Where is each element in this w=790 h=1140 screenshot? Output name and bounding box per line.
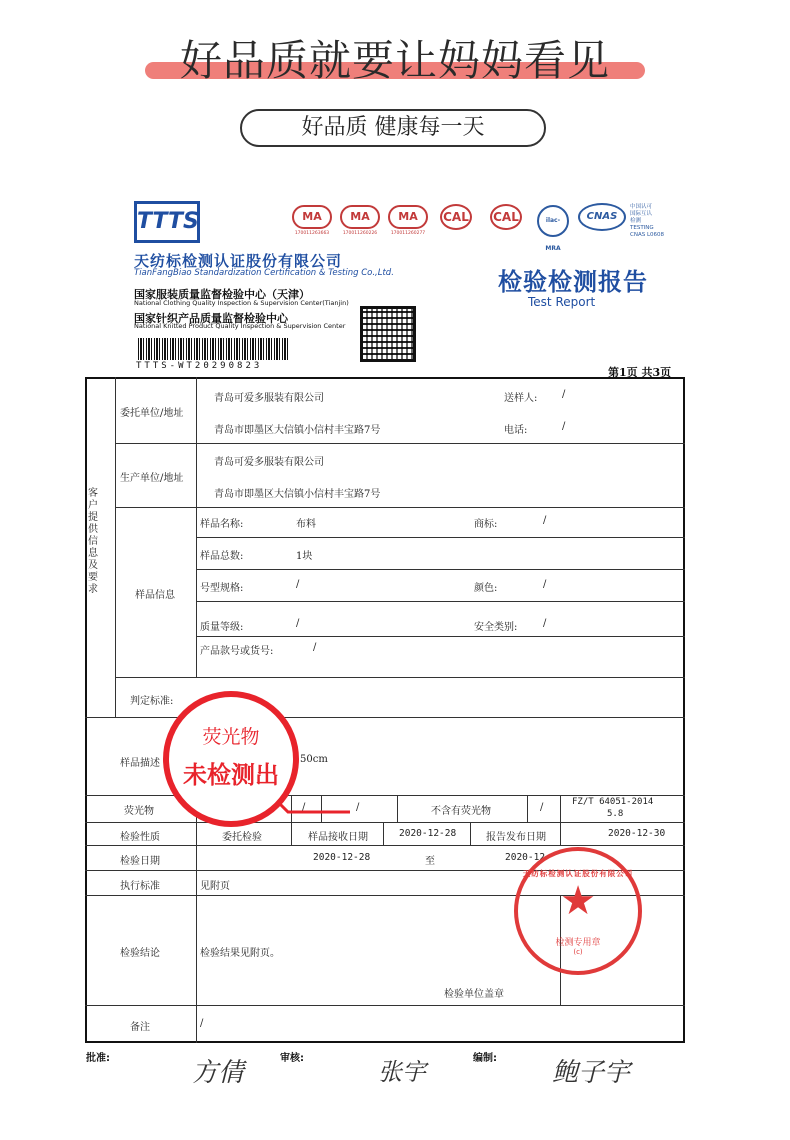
model-label: 号型规格:	[200, 583, 244, 594]
grade-value: /	[296, 618, 300, 629]
phone-label: 电话:	[504, 425, 528, 436]
callout-line2: 未检测出	[183, 761, 279, 789]
sample-name-label: 样品名称:	[200, 519, 244, 530]
ma-number: 170011260226	[342, 231, 378, 236]
test-date-end: 2020-12-	[505, 852, 551, 863]
safety-label: 安全类别:	[474, 622, 518, 633]
style-label: 产品款号或货号:	[200, 646, 274, 657]
ma-number: 170011260277	[390, 231, 426, 236]
phone-value: /	[562, 421, 566, 432]
cal-mark-icon: CAL	[490, 204, 522, 230]
nature-value: 委托检验	[222, 832, 262, 843]
test-date-to: 至	[425, 856, 435, 867]
seal-code: (c)	[573, 948, 583, 956]
review-signature: 张宇	[378, 1058, 426, 1086]
brand-label: 商标:	[474, 519, 498, 530]
brand-value: /	[543, 515, 547, 526]
seal-company-text: 天纺标检测认证股份有限公司	[522, 869, 634, 878]
nature-label: 检验性质	[120, 832, 160, 843]
sample-info-label: 样品信息	[135, 590, 175, 601]
color-label: 颜色:	[474, 583, 498, 594]
test-date-start: 2020-12-28	[313, 852, 371, 863]
seal-purpose: 检测专用章	[555, 938, 601, 948]
receive-label: 样品接收日期	[308, 832, 368, 843]
conclusion-value: 检验结果见附页。	[200, 948, 280, 959]
issue-date: 2020-12-30	[608, 828, 666, 839]
cal-mark-icon: CAL	[440, 204, 472, 230]
fluor-standard-clause: 5.8	[607, 809, 624, 819]
issue-label: 报告发布日期	[486, 832, 546, 843]
prepare-label: 编制:	[473, 1053, 497, 1064]
page-number: 第1页 共3页	[608, 366, 672, 379]
stamp-label: 检验单位盖章	[444, 989, 504, 1000]
conclusion-label: 检验结论	[120, 948, 160, 959]
standard-value: 见附页	[200, 881, 230, 892]
section-label-vertical: 客户提供信息及要求	[88, 488, 98, 595]
approve-signature: 方倩	[192, 1058, 245, 1088]
ma-number: 170011263663	[294, 231, 330, 236]
fluor-result: 不含有荧光物	[431, 806, 491, 817]
sample-desc-label: 样品描述	[120, 758, 160, 769]
fluor-slash: /	[356, 802, 360, 813]
sender-value: /	[562, 389, 566, 400]
remarks-value: /	[200, 1018, 204, 1029]
ma-mark-icon: MA	[340, 205, 380, 229]
sample-desc-tail: 50cm	[300, 754, 328, 765]
fluor-standard: FZ/T 64051-2014	[572, 797, 654, 807]
page-title: 好品质就要让妈妈看见	[179, 36, 610, 85]
color-value: /	[543, 579, 547, 590]
center2-name-cn: 国家针织产品质量监督检验中心	[134, 312, 288, 325]
ma-mark-icon: MA	[388, 205, 428, 229]
company-name-cn: 天纺标检测认证股份有限公司	[134, 252, 343, 270]
center1-name-en: National Clothing Quality Inspection & Supervision Center(Tianjin)	[134, 299, 349, 307]
client-address: 青岛市即墨区大信镇小信村丰宝路7号	[214, 425, 381, 436]
test-date-label: 检验日期	[120, 856, 160, 867]
client-label: 委托单位/地址	[120, 408, 184, 419]
producer-label: 生产单位/地址	[120, 473, 184, 484]
producer-name: 青岛可爱多服装有限公司	[214, 457, 324, 468]
fluor-label: 荧光物	[124, 806, 154, 817]
model-value: /	[296, 579, 300, 590]
fluor-slash: /	[302, 802, 306, 813]
grade-label: 质量等级:	[200, 622, 244, 633]
sender-label: 送样人:	[504, 393, 538, 404]
cnas-mark-icon: CNAS	[578, 203, 626, 231]
qr-code-icon	[360, 306, 416, 362]
ilac-mra-icon: ilac-MRA	[537, 205, 569, 237]
barcode	[138, 338, 288, 360]
report-title-en: Test Report	[528, 295, 596, 309]
company-name-en: TianFangBiao Standardization Certification & Testing Co.,Ltd.	[134, 268, 394, 278]
center1-name-cn: 国家服装质量监督检验中心（天津）	[134, 288, 310, 301]
sample-count-value: 1块	[296, 551, 313, 562]
review-label: 审核:	[280, 1053, 304, 1064]
report-title-cn: 检验检测报告	[498, 267, 648, 296]
approve-label: 批准:	[86, 1053, 110, 1064]
ma-mark-icon: MA	[292, 205, 332, 229]
receive-date: 2020-12-28	[399, 828, 457, 839]
prepare-signature: 鲍子宇	[552, 1058, 631, 1088]
callout-line1: 荧光物	[202, 726, 260, 748]
barcode-number: TTTS-WT20290823	[136, 361, 263, 371]
fluor-slash: /	[540, 802, 544, 813]
remarks-label: 备注	[130, 1022, 150, 1033]
criteria-label: 判定标准:	[130, 696, 174, 707]
cnas-text: 中国认可 国际互认 检测 TESTING CNAS L0608	[630, 204, 665, 238]
center2-name-en: National Knitted Product Quality Inspection & Supervision Center	[134, 322, 346, 330]
style-value: /	[313, 642, 317, 653]
safety-value: /	[543, 618, 547, 629]
subtitle-pill: 好品质 健康每一天	[240, 109, 546, 147]
sample-name-value: 布料	[296, 519, 316, 530]
standard-label: 执行标准	[120, 881, 160, 892]
client-name: 青岛可爱多服装有限公司	[214, 393, 324, 404]
ttts-logo: TTTS	[134, 201, 200, 243]
seal-star-icon: ★	[560, 878, 596, 924]
sample-count-label: 样品总数:	[200, 551, 244, 562]
producer-address: 青岛市即墨区大信镇小信村丰宝路7号	[214, 489, 381, 500]
